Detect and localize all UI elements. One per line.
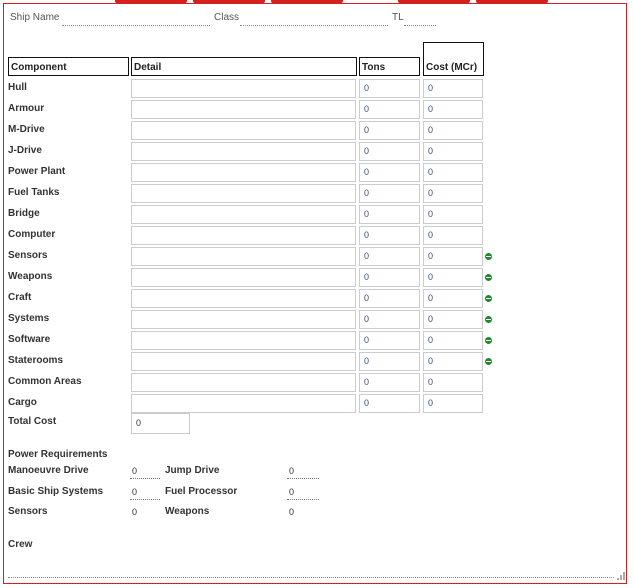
cost-input[interactable]: 0 <box>423 373 483 392</box>
tons-input[interactable]: 0 <box>359 163 420 182</box>
class-label: Class <box>214 12 240 23</box>
crew-textarea[interactable] <box>8 565 614 578</box>
row-label: Armour <box>8 103 45 114</box>
add-row-icon[interactable] <box>485 295 492 302</box>
detail-input[interactable] <box>131 268 356 287</box>
basic-ship-systems-number: 0 <box>132 487 138 497</box>
row-label: Software <box>8 334 51 345</box>
sensors-power-value[interactable] <box>130 507 160 519</box>
detail-input[interactable] <box>131 121 356 140</box>
total-cost-label: Total Cost <box>8 416 57 427</box>
fuel-processor-number: 0 <box>289 487 295 497</box>
detail-input[interactable] <box>131 289 356 308</box>
row-label: Sensors <box>8 250 48 261</box>
detail-input[interactable] <box>131 79 356 98</box>
header-cost-label: Cost (MCr) <box>426 62 478 73</box>
header-component-label: Component <box>11 62 67 73</box>
total-cost-field[interactable] <box>131 413 190 434</box>
tons-input[interactable]: 0 <box>359 247 420 266</box>
header-component <box>8 57 129 76</box>
header-detail <box>131 57 357 76</box>
sensors-power-number: 0 <box>132 507 138 517</box>
cost-input[interactable]: 0 <box>423 247 483 266</box>
add-row-icon[interactable] <box>485 358 492 365</box>
detail-input[interactable] <box>131 205 356 224</box>
row-label: Weapons <box>8 271 53 282</box>
detail-input[interactable] <box>131 247 356 266</box>
tons-input[interactable]: 0 <box>359 226 420 245</box>
add-row-icon[interactable] <box>485 337 492 344</box>
tons-input[interactable]: 0 <box>359 268 420 287</box>
detail-input[interactable] <box>131 100 356 119</box>
tons-input[interactable]: 0 <box>359 184 420 203</box>
row-label: Common Areas <box>8 376 82 387</box>
row-label: Cargo <box>8 397 37 408</box>
detail-input[interactable] <box>131 310 356 329</box>
power-requirements-title: Power Requirements <box>8 449 108 460</box>
header-tons-label: Tons <box>362 62 386 73</box>
tons-input[interactable]: 0 <box>359 331 420 350</box>
jump-drive-number: 0 <box>289 466 295 476</box>
detail-input[interactable] <box>131 352 356 371</box>
tons-input[interactable]: 0 <box>359 205 420 224</box>
cost-input[interactable]: 0 <box>423 226 483 245</box>
jump-drive-label: Jump Drive <box>165 465 220 476</box>
cost-input[interactable]: 0 <box>423 268 483 287</box>
row-label: Craft <box>8 292 32 303</box>
header-detail-label: Detail <box>134 62 162 73</box>
add-row-icon[interactable] <box>485 316 492 323</box>
class-input[interactable] <box>240 13 388 26</box>
ship-name-input[interactable] <box>62 13 210 26</box>
tons-input[interactable]: 0 <box>359 310 420 329</box>
cost-input[interactable]: 0 <box>423 100 483 119</box>
row-label: Systems <box>8 313 50 324</box>
row-label: Computer <box>8 229 56 240</box>
row-label: Hull <box>8 82 27 93</box>
add-row-icon[interactable] <box>485 253 492 260</box>
header-cost <box>423 42 484 76</box>
row-label: M-Drive <box>8 124 45 135</box>
tons-input[interactable]: 0 <box>359 373 420 392</box>
crew-label: Crew <box>8 539 33 550</box>
weapons-power-number: 0 <box>289 507 295 517</box>
tons-input[interactable]: 0 <box>359 394 420 413</box>
cost-input[interactable]: 0 <box>423 289 483 308</box>
row-label: Bridge <box>8 208 40 219</box>
cost-input[interactable]: 0 <box>423 352 483 371</box>
tons-input[interactable]: 0 <box>359 352 420 371</box>
detail-input[interactable] <box>131 163 356 182</box>
tl-label: TL <box>392 12 404 23</box>
row-label: J-Drive <box>8 145 42 156</box>
cost-input[interactable]: 0 <box>423 310 483 329</box>
resize-grip-icon[interactable] <box>617 572 625 580</box>
cost-input[interactable]: 0 <box>423 394 483 413</box>
tl-input[interactable] <box>404 13 436 26</box>
detail-input[interactable] <box>131 373 356 392</box>
cost-input[interactable]: 0 <box>423 205 483 224</box>
manoeuvre-drive-number: 0 <box>132 466 138 476</box>
cost-input[interactable]: 0 <box>423 142 483 161</box>
sensors-power-label: Sensors <box>8 506 48 517</box>
row-label: Power Plant <box>8 166 66 177</box>
tons-input[interactable]: 0 <box>359 121 420 140</box>
cost-input[interactable]: 0 <box>423 121 483 140</box>
jump-drive-value[interactable] <box>287 466 319 479</box>
tons-input[interactable]: 0 <box>359 142 420 161</box>
tons-input[interactable]: 0 <box>359 100 420 119</box>
total-cost-value: 0 <box>136 418 142 428</box>
cost-input[interactable]: 0 <box>423 163 483 182</box>
header-tons <box>359 57 420 76</box>
detail-input[interactable] <box>131 394 356 413</box>
fuel-processor-value[interactable] <box>287 487 319 500</box>
detail-input[interactable] <box>131 226 356 245</box>
tons-input[interactable]: 0 <box>359 289 420 308</box>
row-label: Staterooms <box>8 355 64 366</box>
weapons-power-label: Weapons <box>165 506 210 517</box>
cost-input[interactable]: 0 <box>423 79 483 98</box>
basic-ship-systems-value[interactable] <box>130 487 160 500</box>
fuel-processor-label: Fuel Processor <box>165 486 238 497</box>
basic-ship-systems-label: Basic Ship Systems <box>8 486 104 497</box>
cost-input[interactable]: 0 <box>423 331 483 350</box>
ship-name-label: Ship Name <box>10 12 60 23</box>
add-row-icon[interactable] <box>485 274 492 281</box>
weapons-power-value[interactable] <box>287 507 319 519</box>
row-label: Fuel Tanks <box>8 187 60 198</box>
detail-input[interactable] <box>131 331 356 350</box>
cost-input[interactable]: 0 <box>423 184 483 203</box>
detail-input[interactable] <box>131 142 356 161</box>
tons-input[interactable]: 0 <box>359 79 420 98</box>
detail-input[interactable] <box>131 184 356 203</box>
manoeuvre-drive-label: Manoeuvre Drive <box>8 465 89 476</box>
manoeuvre-drive-value[interactable] <box>130 466 160 479</box>
